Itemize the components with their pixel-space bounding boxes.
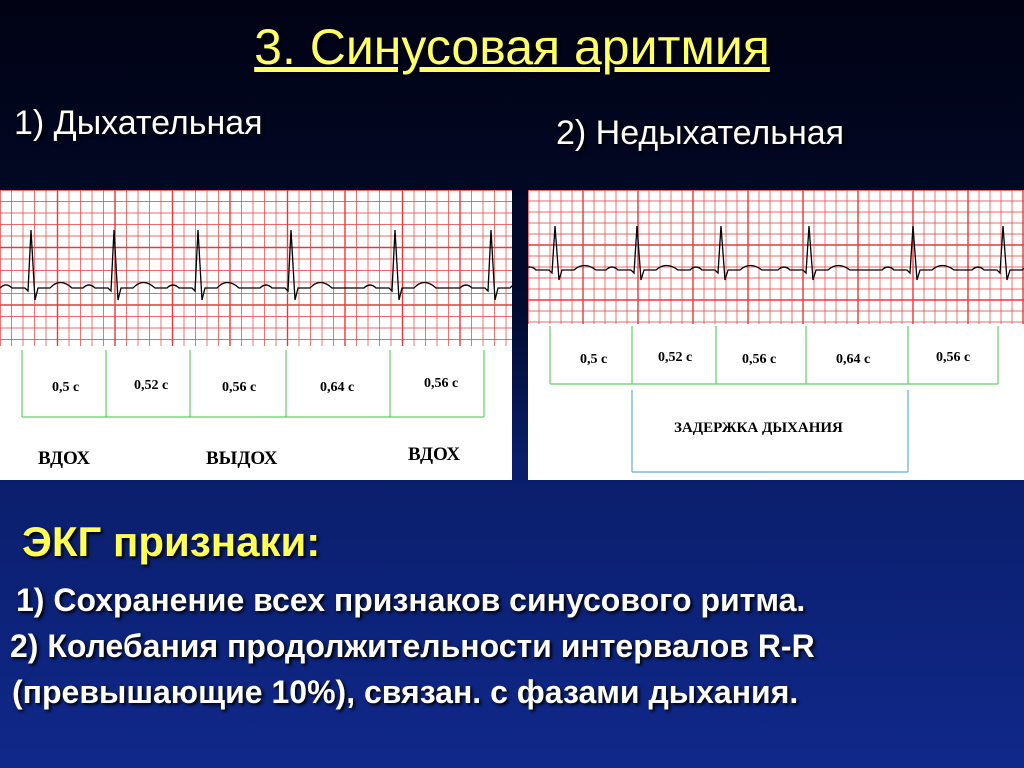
rr-interval-label: 0,5 с bbox=[52, 380, 80, 395]
ekg-sign-item: (превышающие 10%), связан. с фазами дыхания. bbox=[12, 674, 799, 710]
ecg-panel-respiratory bbox=[0, 190, 512, 480]
ecg-trace-respiratory bbox=[0, 230, 512, 300]
respiratory-type-label: 1) Дыхательная bbox=[14, 104, 263, 142]
rr-interval-label: 0,64 с bbox=[836, 352, 871, 367]
ekg-sign-item: 2) Колебания продолжительности интервалов R-R bbox=[10, 628, 815, 664]
ekg-sign-item: 1) Сохранение всех признаков синусового ритма. bbox=[16, 582, 806, 618]
rr-interval-label: 0,56 с bbox=[424, 376, 459, 391]
ecg-strip-respiratory bbox=[0, 190, 512, 480]
ekg-signs-heading: ЭКГ признаки: bbox=[22, 518, 321, 565]
non-respiratory-type-label: 2) Недыхательная bbox=[556, 114, 845, 152]
rr-interval-label: 0,56 с bbox=[222, 380, 257, 395]
phase-label-exhale: ВЫДОХ bbox=[206, 448, 278, 469]
rr-interval-label: 0,52 с bbox=[658, 350, 693, 365]
rr-interval-label: 0,5 с bbox=[580, 352, 608, 367]
phase-label-inhale: ВДОХ bbox=[38, 448, 91, 469]
breath-hold-label: ЗАДЕРЖКА ДЫХАНИЯ bbox=[674, 420, 843, 436]
rr-interval-label: 0,64 с bbox=[320, 380, 355, 395]
ecg-panel-non-respiratory bbox=[528, 190, 1024, 480]
rr-interval-label: 0,52 с bbox=[134, 378, 169, 393]
slide-title: 3. Синусовая аритмия bbox=[254, 19, 770, 75]
rr-interval-label: 0,56 с bbox=[742, 352, 777, 367]
phase-label-inhale: ВДОХ bbox=[408, 444, 461, 465]
rr-interval-label: 0,56 с bbox=[936, 350, 971, 365]
